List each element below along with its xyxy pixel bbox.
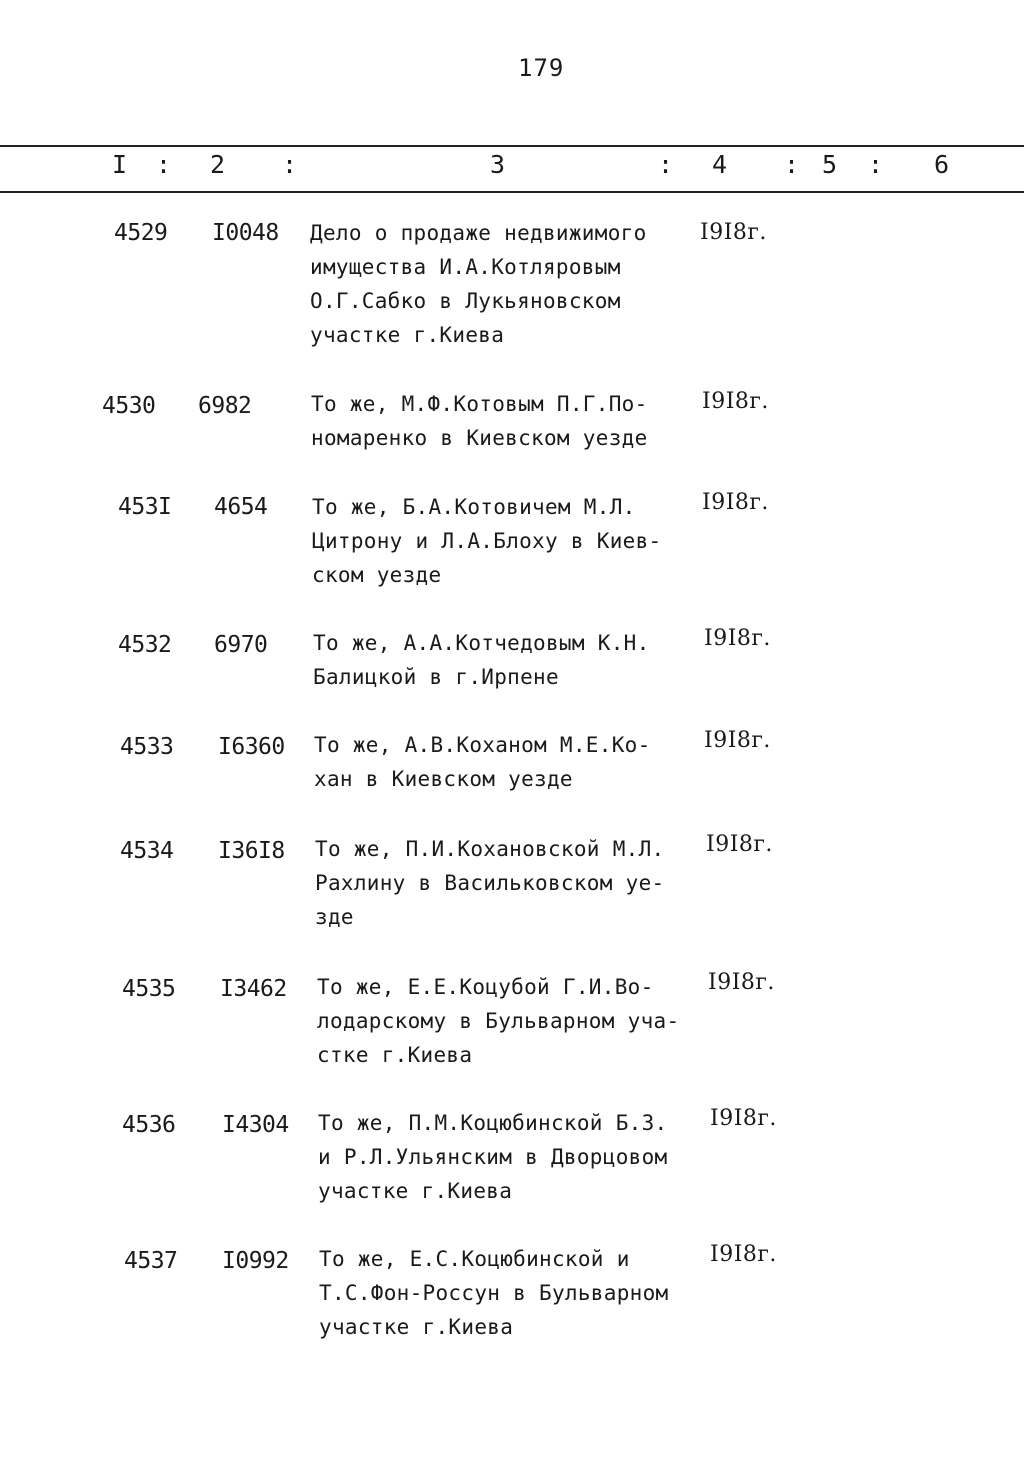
- description-line: То же, М.Ф.Котовым П.Г.По-: [311, 392, 648, 416]
- record-year: I9I8г.: [704, 626, 771, 651]
- record-year: I9I8г.: [708, 970, 775, 995]
- description-line: То же, Б.А.Котовичем М.Л.: [312, 495, 636, 519]
- description-line: лодарскому в Бульварном уча-: [317, 1009, 680, 1033]
- description-line: участке г.Киева: [310, 323, 505, 347]
- column-header-5: 5: [822, 150, 838, 179]
- description-line: То же, П.М.Коцюбинской Б.З.: [318, 1111, 668, 1135]
- record-description: [315, 832, 735, 934]
- description-line: ском уезде: [312, 563, 442, 587]
- description-line: То же, Е.Е.Коцубой Г.И.Во-: [317, 975, 654, 999]
- page-number: 179: [518, 54, 565, 82]
- description-line: То же, Е.С.Коцюбинской и: [319, 1247, 630, 1271]
- description-line: зде: [315, 905, 354, 929]
- description-line: Т.С.Фон-Россун в Бульварном: [319, 1281, 669, 1305]
- column-separator: :: [868, 150, 884, 179]
- description-line: стке г.Киева: [317, 1043, 473, 1067]
- record-entry: [0, 220, 1024, 347]
- record-entry: [0, 1242, 1024, 1368]
- record-number: 4530: [102, 393, 156, 419]
- old-record-number: 4654: [214, 494, 268, 520]
- record-description: [317, 970, 737, 1072]
- description-line: хан в Киевском уезде: [314, 767, 573, 791]
- record-number: 453I: [118, 494, 172, 520]
- column-header-2: 2: [210, 150, 226, 179]
- description-line: участке г.Киева: [319, 1315, 514, 1339]
- record-entry: [0, 832, 1024, 958]
- old-record-number: I0048: [212, 220, 279, 246]
- description-line: Дело о продаже недвижимого: [310, 221, 647, 245]
- record-year: I9I8г.: [710, 1242, 777, 1267]
- description-line: То же, П.И.Кохановской М.Л.: [315, 837, 665, 861]
- description-line: То же, А.В.Коханом М.Е.Ко-: [314, 733, 651, 757]
- record-number: 4529: [114, 220, 168, 246]
- record-year: I9I8г.: [700, 220, 767, 245]
- description-line: О.Г.Сабко в Лукьяновском: [310, 289, 621, 313]
- record-year: I9I8г.: [706, 832, 773, 857]
- record-year: I9I8г.: [704, 728, 771, 753]
- record-entry: [0, 1106, 1024, 1232]
- header-bottom-rule: [0, 191, 1024, 193]
- old-record-number: I3462: [220, 976, 287, 1002]
- description-line: и Р.Л.Ульянским в Дворцовом: [318, 1145, 668, 1169]
- record-number: 4536: [122, 1112, 176, 1138]
- column-header-4: 4: [712, 150, 728, 179]
- description-line: Цитрону и Л.А.Блоху в Киев-: [312, 529, 662, 553]
- old-record-number: 6970: [214, 632, 268, 658]
- record-entry: [0, 490, 1024, 614]
- old-record-number: I6360: [218, 734, 285, 760]
- record-year: I9I8г.: [702, 389, 769, 414]
- description-line: имущества И.А.Котляровым: [310, 255, 621, 279]
- column-separator: :: [156, 150, 172, 179]
- description-line: участке г.Киева: [318, 1179, 513, 1203]
- column-separator: :: [282, 150, 298, 179]
- record-description: [312, 490, 732, 592]
- record-description: [311, 387, 731, 455]
- column-header-6: 6: [934, 150, 950, 179]
- description-line: Рахлину в Васильковском уе-: [315, 871, 665, 895]
- record-number: 4532: [118, 632, 172, 658]
- header-top-rule: [0, 145, 1024, 147]
- column-header-3: 3: [490, 150, 506, 179]
- column-separator: :: [658, 150, 674, 179]
- old-record-number: I0992: [222, 1248, 289, 1274]
- record-year: I9I8г.: [710, 1106, 777, 1131]
- old-record-number: I4304: [222, 1112, 289, 1138]
- description-line: номаренко в Киевском уезде: [311, 426, 648, 450]
- record-number: 4534: [120, 838, 174, 864]
- record-description: [313, 626, 733, 694]
- record-description: [310, 216, 730, 352]
- description-line: Балицкой в г.Ирпене: [313, 665, 559, 689]
- record-description: [319, 1242, 739, 1344]
- old-record-number: 6982: [198, 393, 252, 419]
- record-description: [318, 1106, 738, 1208]
- column-separator: :: [784, 150, 800, 179]
- description-line: То же, А.А.Котчедовым К.Н.: [313, 631, 650, 655]
- record-number: 4533: [120, 734, 174, 760]
- record-description: [314, 728, 734, 796]
- record-year: I9I8г.: [702, 490, 769, 515]
- record-number: 4535: [122, 976, 176, 1002]
- column-header-1: I: [112, 150, 128, 179]
- record-number: 4537: [124, 1248, 178, 1274]
- old-record-number: I36I8: [218, 838, 285, 864]
- record-entry: [0, 970, 1024, 1096]
